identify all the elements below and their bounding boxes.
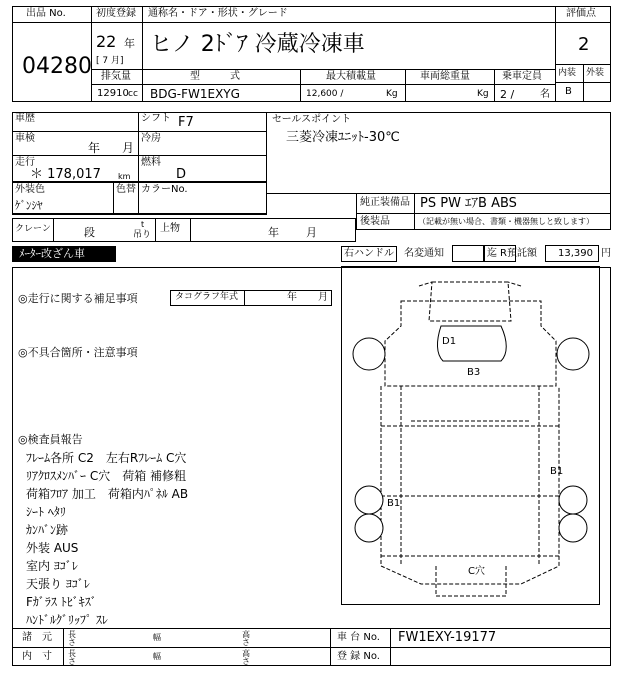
max-load-value: 12,600 /: [306, 89, 344, 99]
report-line: ｶﾝﾊﾞﾝ跡: [26, 523, 69, 537]
rating-score: 2: [578, 34, 590, 55]
sales-point-label: セールスポイント: [272, 114, 352, 125]
inspector-title: ◎検査員報告: [18, 433, 83, 446]
capacity-label: 乗車定員: [502, 71, 542, 82]
report-line: 荷箱ﾌﾛｱ 加工 荷箱内ﾊﾟﾈﾙ AB: [26, 487, 189, 501]
max-load-unit: Kg: [386, 89, 398, 99]
chassis-value: FW1EXY-19177: [398, 630, 497, 645]
tacho-label: タコグラフ年式: [175, 292, 239, 302]
report-line: ﾘｱｸﾛｽﾒﾝﾊﾞｰ C穴 荷箱 補修粗: [26, 469, 187, 483]
deadline-label: 迄: [487, 248, 497, 259]
crane-stage-unit: 段: [84, 226, 95, 239]
crane-label: クレーン: [15, 224, 51, 234]
internal-height: 高さ: [242, 649, 250, 666]
report-line: 室内 ﾖｺﾞﾚ: [26, 559, 78, 573]
sales-point-value: 三菱冷凍ﾕﾆｯﾄ-30℃: [286, 130, 400, 145]
recycle-label: R預託額: [500, 248, 537, 259]
drive-text: 右ハンドル: [344, 248, 394, 259]
displacement-value: 12910: [97, 88, 129, 99]
aftermarket-label: 後装品: [360, 216, 390, 227]
model-value: BDG-FW1EXYG: [150, 87, 240, 101]
truck-diagram: [341, 266, 600, 605]
internal-length: 長さ: [68, 649, 76, 666]
tacho-month-unit: 月: [318, 292, 328, 303]
exterior-label: 外装: [586, 68, 605, 78]
name-change-label: 名変通知: [404, 248, 444, 259]
first-reg-year: 22: [96, 32, 117, 51]
name-change-box: [452, 245, 484, 262]
shift-value: F7: [178, 115, 194, 130]
diagram-mark-c-hole: C穴: [468, 566, 485, 577]
crane-ton-unit: t: [141, 220, 145, 229]
dims-height: 高さ: [242, 630, 250, 647]
report-line: ｼｰﾄ ﾍﾀﾘ: [26, 505, 66, 519]
shift-label: シフト: [141, 113, 171, 124]
dims-label: 諸 元: [22, 632, 52, 643]
first-reg-label: 初度登録: [96, 8, 136, 19]
ext-color-label: 外装色: [15, 184, 45, 195]
mileage-label: 走行: [15, 157, 35, 168]
meter-badge-text: ﾒｰﾀｰ改ざん車: [19, 247, 85, 260]
displacement-label: 排気量: [101, 71, 131, 82]
diagram-mark-b3: B3: [467, 367, 481, 378]
crane-row: [12, 218, 356, 242]
history-label: 車歴: [15, 113, 35, 124]
inspection-year-unit: 年: [88, 141, 101, 155]
fuel-value: D: [176, 167, 187, 182]
tacho-year-unit: 年: [287, 292, 297, 303]
rating-label: 評価点: [566, 8, 596, 19]
color-row: [12, 181, 267, 215]
equipment-value: PS PW ｴｱB ABS: [420, 196, 517, 211]
gross-weight-unit: Kg: [477, 89, 489, 99]
vehicle-name: ヒノ 2ﾄﾞｱ 冷蔵冷凍車: [150, 32, 365, 57]
internal-width: 幅: [153, 652, 161, 661]
capacity-unit: 名: [540, 89, 550, 100]
report-line: Fｶﾞﾗｽ ﾄﾋﾞｷｽﾞ: [26, 595, 97, 609]
report-line: ﾊﾝﾄﾞﾙｸﾞﾘｯﾌﾟ ｽﾚ: [26, 613, 108, 627]
bed-label: 上物: [160, 223, 180, 234]
title-header: 通称名・ドア・形状・グレード: [148, 8, 288, 19]
max-load-label: 最大積載量: [326, 71, 376, 82]
ac-label: 冷房: [141, 133, 161, 144]
color-no-label: 色替: [116, 184, 136, 195]
diagram-mark-b1-right: B1: [550, 466, 564, 477]
interior-value: B: [565, 86, 572, 97]
supplement-title: ◎走行に関する補足事項: [18, 292, 138, 305]
chassis-label: 車 台 No.: [337, 632, 380, 643]
first-reg-year-unit: 年: [124, 37, 135, 50]
bed-year-unit: 年: [268, 226, 279, 239]
diagram-mark-d1: D1: [442, 336, 457, 347]
internal-label: 内 寸: [22, 651, 52, 662]
lot-number: 04280: [22, 54, 92, 79]
mileage-value: ＊ 178,017: [30, 167, 101, 182]
displacement-unit: cc: [128, 89, 138, 99]
yen-unit: 円: [601, 248, 611, 259]
equipment-label: 純正装備品: [360, 197, 410, 208]
fuel-label: 燃料: [141, 157, 161, 168]
reg-label: 登 録 No.: [337, 651, 380, 662]
model-label: 型 式: [190, 71, 240, 82]
ext-color-value: ｹﾞﾝｼﾔ: [15, 199, 43, 212]
gross-weight-label: 車両総重量: [420, 71, 470, 82]
diagram-mark-b1-left: B1: [387, 498, 401, 509]
capacity-value: 2 /: [500, 88, 515, 101]
report-line: ﾌﾚｰﾑ各所 C2 左右Rﾌﾚｰﾑ C穴: [26, 451, 187, 465]
dims-length: 長さ: [68, 630, 76, 647]
bed-month-unit: 月: [306, 226, 317, 239]
report-line: 天張り ﾖｺﾞﾚ: [26, 577, 90, 591]
mileage-unit: km: [118, 172, 131, 181]
color-code-label: カラーNo.: [141, 184, 188, 195]
lot-label: 出品 No.: [26, 8, 66, 19]
report-line: 外装 AUS: [26, 541, 79, 555]
dims-width: 幅: [153, 633, 161, 642]
crane-lift-label: 吊り: [133, 230, 152, 240]
interior-label: 内装: [558, 68, 577, 78]
inspection-month-unit: 月: [122, 141, 135, 155]
recycle-value: 13,390: [558, 248, 593, 259]
inspection-label: 車検: [15, 133, 35, 144]
first-reg-month: [ 7 月]: [96, 56, 124, 66]
aftermarket-note: （記載が無い場合、書類・機器無しと致します）: [418, 217, 594, 226]
defects-title: ◎不具合箇所・注意事項: [18, 346, 138, 359]
